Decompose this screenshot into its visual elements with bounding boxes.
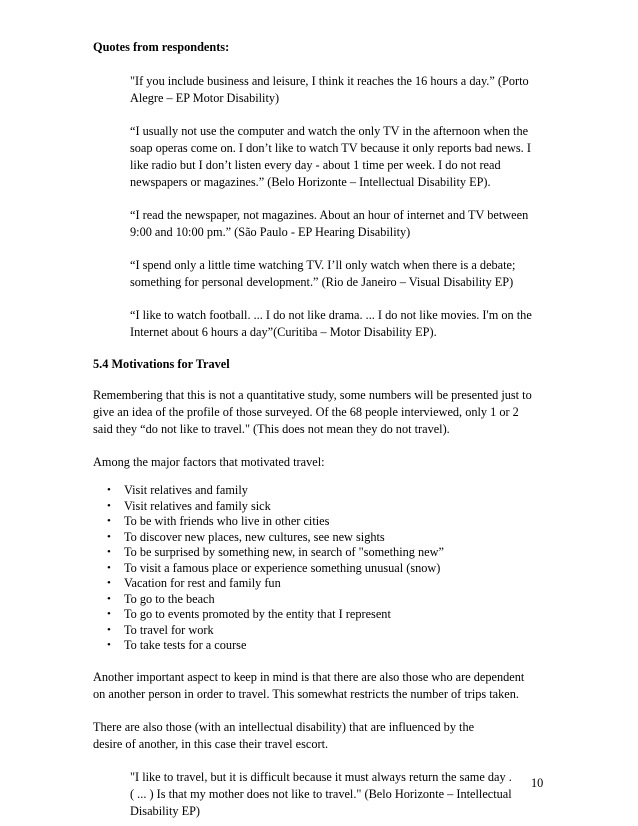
paragraph-profile: Remembering that this is not a quantitative study, some numbers will be presented just to give an idea of the profile of those surveyed. Of the 68 people interviewed, only 1 or 2 said they “do not like to travel." (This does not mean they do not travel).	[93, 388, 532, 436]
bullet-icon: •	[107, 484, 111, 496]
bullet-icon: •	[107, 561, 111, 574]
paragraph-dependence: Another important aspect to keep in mind is that there are also those who are dependent on another person in order to travel. This somewhat restricts the number of trips taken.	[93, 669, 525, 701]
quote-4: “I spend only a little time watching TV. I’ll only watch when there is a debate; something for personal development.” (Rio de Janeiro – Visual Disability EP)	[130, 258, 516, 289]
list-item: • Vacation for rest and family fun	[107, 576, 281, 590]
paragraph-factors-intro: Among the major factors that motivated travel:	[93, 455, 325, 469]
document-page	[93, 40, 553, 820]
list-item: • To go to events promoted by the entity that I represent	[107, 607, 391, 621]
quote-3: “I read the newspaper, not magazines. About an hour of internet and TV between 9:00 and 10:00 pm.” (São Paulo - EP Hearing Disability)	[130, 208, 529, 239]
paragraph-intellectual-disability: There are also those (with an intellectual disability) that are influenced by the desire of another, in this case their travel escort.	[93, 719, 475, 751]
bullet-icon: •	[107, 530, 111, 543]
section-heading: 5.4 Motivations for Travel	[93, 357, 230, 371]
closing-quote: "I like to travel, but it is difficult because it must always return the same day . ( ... ) Is that my mother does not like to travel." (Belo Horizonte – Intellectual Disability EP)	[130, 769, 512, 818]
list-item: • Visit relatives and family	[107, 483, 248, 497]
bullet-icon: •	[107, 499, 111, 512]
list-item: • To be with friends who live in other cities	[107, 514, 330, 528]
bullet-icon: •	[107, 577, 111, 589]
quote-2: “I usually not use the computer and watch the only TV in the afternoon when the soap operas come on. I don’t like to watch TV because it only reports bad news. I like radio but I don’t listen every day - about 1 time per week. I do not read newspapers or magazines.” (Belo Horizonte – Intellectual Disability EP).	[130, 124, 531, 189]
list-item: • To go to the beach	[107, 591, 215, 606]
bullet-icon: •	[107, 515, 111, 527]
list-item: • To visit a famous place or experience something unusual (snow)	[107, 560, 441, 575]
list-item: • To discover new places, new cultures, see new sights	[107, 529, 385, 544]
bullet-icon: •	[107, 639, 111, 651]
quote-5: “I like to watch football. ... I do not like drama. ... I do not like movies. I'm on the Internet about 6 hours a day”(Curitiba – Motor Disability EP).	[130, 308, 532, 339]
list-item: • To travel for work	[107, 622, 214, 637]
list-item: • To be surprised by something new, in search of "something new”	[107, 545, 444, 559]
quotes-heading: Quotes from respondents:	[93, 40, 230, 54]
page-number: 10	[531, 776, 544, 790]
bullet-icon: •	[107, 623, 111, 636]
bullet-icon: •	[107, 592, 111, 605]
bullet-icon: •	[107, 608, 111, 620]
motivation-list	[93, 483, 553, 654]
quote-1: "If you include business and leisure, I think it reaches the 16 hours a day.” (Porto Alegre – EP Motor Disability)	[130, 74, 529, 105]
list-item: • Visit relatives and family sick	[107, 498, 271, 513]
bullet-icon: •	[107, 546, 111, 558]
list-item: • To take tests for a course	[107, 638, 247, 652]
